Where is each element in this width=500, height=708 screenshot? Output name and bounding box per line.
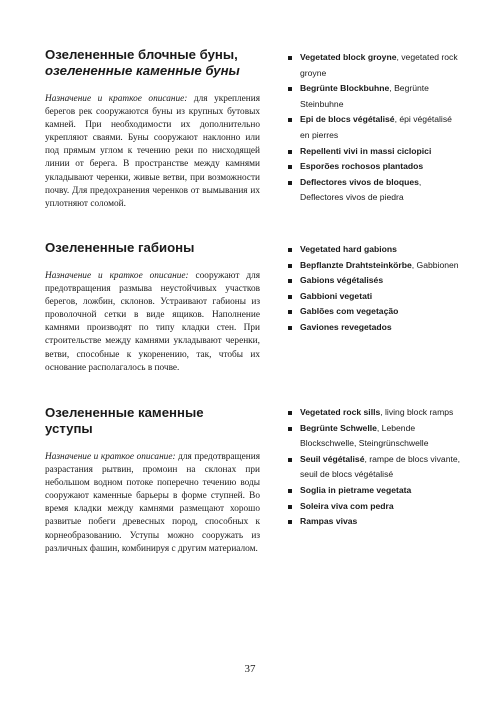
term-item — [288, 320, 463, 336]
term-item — [288, 81, 463, 112]
term-name: Gabions végétalisés — [300, 275, 384, 286]
bullet-icon — [288, 279, 292, 283]
term-name: Gaviones revegetados — [300, 321, 392, 332]
term-variants: , Lebende Blockschwelle, Steingrünschwelle — [300, 422, 429, 449]
term-name: Begrünte Schwelle — [300, 422, 377, 433]
section-subtitle: озелененные каменные буны — [45, 63, 240, 78]
section-title: Озелененные блочные буны, — [45, 47, 238, 62]
bullet-icon — [288, 427, 292, 431]
term-name: Repellenti vivi in massi ciclopici — [300, 145, 432, 156]
terms-list — [288, 242, 463, 336]
section-description — [45, 451, 260, 556]
terms-list — [288, 50, 463, 206]
page-number: 37 — [244, 663, 256, 675]
term-name: Bepflanzte Drahtsteinkörbe — [300, 259, 412, 270]
term-item — [288, 175, 463, 206]
term-item — [288, 304, 463, 320]
section-left-column — [45, 405, 260, 556]
bullet-icon — [288, 87, 292, 91]
term-item — [288, 50, 463, 81]
term-name: Gablões com vegetação — [300, 306, 399, 317]
term-item — [288, 499, 463, 515]
term-item — [288, 258, 463, 274]
term-name: Vegetated rock sills — [300, 407, 381, 417]
terms-list — [288, 405, 463, 530]
term-variants: , Deflectores vivos de piedra — [300, 176, 422, 203]
section-title: Озелененные каменные уступы — [45, 405, 204, 436]
description-text: для предотвращения разрастания рытвин, промоин на склонах при небольшом водном потоке поперечно течению воды сооружают каменные барьеры в форме ступней. Во время кладки между камнями размещают хорошо развитые побеги древесных пород, способных к корнеобразованию. Уступы можно сооружать из различных фашин, комбинируя с другим материалом. — [45, 452, 260, 554]
term-name: Seuil végétalisé — [300, 453, 365, 464]
section-terms-column — [288, 242, 463, 336]
term-name: Begrünte Blockbuhne — [300, 83, 390, 94]
term-variants: , épi végétalisé en pierres — [300, 114, 452, 140]
term-name: Soglia in pietrame vegetata — [300, 484, 412, 495]
term-name: Vegetated block groyne — [300, 52, 397, 62]
bullet-icon — [288, 458, 292, 462]
term-variants: , Gabbionen — [411, 259, 459, 270]
bullet-icon — [288, 505, 292, 509]
term-name: Rampas vivas — [300, 516, 358, 527]
bullet-icon — [288, 248, 292, 252]
section-left-column — [45, 47, 260, 211]
bullet-icon — [288, 295, 292, 299]
term-name: Soleira viva com pedra — [300, 500, 394, 511]
bullet-icon — [288, 310, 292, 314]
term-item — [288, 452, 463, 483]
description-label: Назначение и краткое описание: — [45, 271, 189, 281]
term-item — [288, 483, 463, 499]
term-item — [288, 405, 463, 421]
term-item — [288, 514, 463, 530]
term-variants: , living block ramps — [380, 407, 454, 417]
term-item — [288, 159, 463, 175]
term-item — [288, 242, 463, 258]
bullet-icon — [288, 411, 292, 415]
bullet-icon — [288, 150, 292, 154]
description-text: сооружают для предотвращения размыва неустойчивых участков берегов, ложбин, склонов. Устраивают габионы из проволочной сетки в виде ящиков. Наполнение камнями производят по типу кладки стен. При строительстве между камнями укладывают черенки, ветви, способные к укоренению, так, чтобы их основание располагалось в почве. — [45, 271, 260, 373]
bullet-icon — [288, 326, 292, 330]
term-name: Esporões rochosos plantados — [300, 161, 424, 172]
term-item — [288, 144, 463, 160]
section-description — [45, 93, 260, 211]
term-item — [288, 112, 463, 143]
section-left-column — [45, 240, 260, 375]
description-label: Назначение и краткое описание: — [45, 94, 188, 104]
section-terms-column — [288, 405, 463, 530]
term-name: Epi de blocs végétalisé — [300, 114, 395, 125]
term-item — [288, 273, 463, 289]
term-name: Gabbioni vegetati — [300, 290, 373, 301]
bullet-icon — [288, 489, 292, 493]
term-variants: , rampe de blocs vivante, seuil de blocs végétalisé — [300, 453, 461, 480]
term-item — [288, 289, 463, 305]
bullet-icon — [288, 181, 292, 185]
bullet-icon — [288, 520, 292, 524]
term-variants: , Begrünte Steinbuhne — [300, 83, 429, 109]
description-text: для укрепления берегов рек сооружаются буны из крупных бутовых камней. При необходимости их дополнительно укрепляют сваями. Буны сооружают наклонно или под прямым углом к течению реки по нисходящей линии от берега. В пространстве между камнями укладывают черенки, живые ветви, при возможности почву. Для предохранения черенков от вымывания их уплотняют соломой. — [45, 94, 260, 209]
section-terms-column — [288, 50, 463, 206]
bullet-icon — [288, 264, 292, 268]
term-name: Deflectores vivos de bloques — [300, 176, 419, 187]
bullet-icon — [288, 118, 292, 122]
term-item — [288, 421, 463, 452]
term-variants: , vegetated rock groyne — [300, 52, 458, 78]
bullet-icon — [288, 56, 292, 60]
section-title: Озелененные габионы — [45, 240, 195, 255]
term-name: Vegetated hard gabions — [300, 244, 397, 254]
section-description — [45, 270, 260, 375]
description-label: Назначение и краткое описание: — [45, 452, 176, 462]
bullet-icon — [288, 165, 292, 169]
